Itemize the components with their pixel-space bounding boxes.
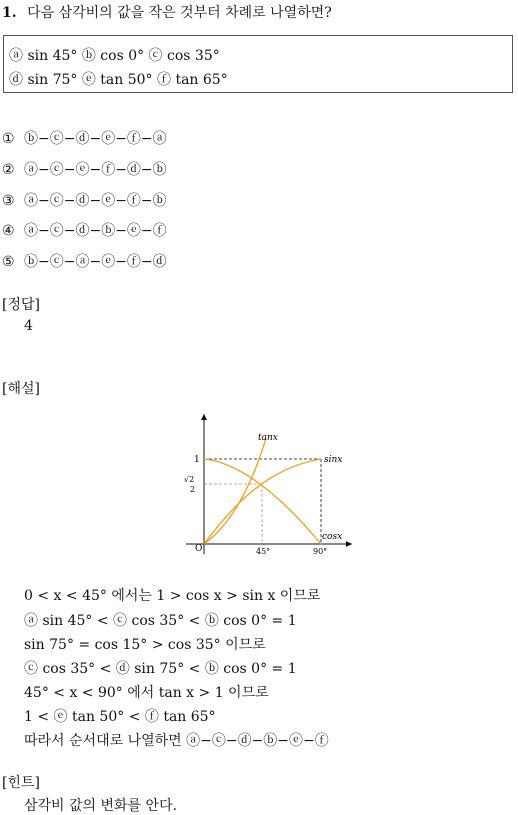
option-number: ⑤	[2, 254, 15, 270]
option-number: ②	[2, 162, 15, 178]
explanation-line-6: 1 < ⓔ tan 50° < ⓕ tan 65°	[24, 709, 216, 725]
option-3[interactable]	[2, 190, 167, 210]
tan-curve	[204, 438, 266, 544]
question-title	[2, 2, 332, 22]
choices-row-1: ⓐ sin 45° ⓑ cos 0° ⓒ cos 35°	[9, 48, 220, 64]
explanation-line-3: sin 75° = cos 15° > cos 35° 이므로	[24, 637, 266, 653]
hint-label: [힌트]	[2, 775, 40, 791]
label-root2: √2	[184, 475, 195, 484]
sin-curve	[204, 459, 321, 544]
option-text: ⓐ−ⓒ−ⓔ−ⓕ−ⓓ−ⓑ	[24, 162, 167, 178]
label-sin: sinx	[324, 455, 343, 465]
option-number: ④	[2, 223, 15, 239]
explanation-line-1: 0 < x < 45° 에서는 1 > cos x > sin x 이므로	[24, 588, 321, 604]
label-origin: O	[195, 544, 203, 554]
option-number: ①	[2, 131, 15, 147]
explanation-line-5: 45° < x < 90° 에서 tan x > 1 이므로	[24, 685, 269, 701]
option-4[interactable]	[2, 220, 167, 240]
x-axis-arrow	[346, 541, 352, 547]
explanation-line-7: 따라서 순서대로 나열하면 ⓐ−ⓒ−ⓓ−ⓑ−ⓔ−ⓕ	[24, 733, 329, 749]
label-90: 90°	[313, 547, 328, 556]
hint-text: 삼각비 값의 변화를 안다.	[24, 798, 178, 814]
answer-value: 4	[24, 318, 33, 334]
y-axis-arrow	[201, 414, 207, 420]
label-cos: cosx	[322, 532, 343, 542]
question-text: 다음 삼각비의 값을 작은 것부터 차례로 나열하면?	[27, 5, 332, 21]
label-tan: tanx	[258, 433, 278, 443]
label-one: 1	[194, 455, 200, 465]
choices-row-2: ⓓ sin 75° ⓔ tan 50° ⓕ tan 65°	[9, 72, 228, 88]
option-text: ⓑ−ⓒ−ⓓ−ⓔ−ⓕ−ⓐ	[24, 131, 167, 147]
label-45: 45°	[256, 547, 271, 556]
explanation-label: [해설]	[2, 381, 40, 397]
choices-box	[3, 35, 513, 93]
answer-label: [정답]	[2, 297, 40, 313]
question-number: 1.	[2, 5, 17, 21]
option-number: ③	[2, 193, 15, 209]
option-2[interactable]	[2, 159, 167, 179]
trig-graph	[176, 408, 356, 558]
option-1[interactable]	[2, 128, 167, 148]
explanation-line-4: ⓒ cos 35° < ⓓ sin 75° < ⓑ cos 0° = 1	[24, 661, 297, 677]
label-two: 2	[190, 485, 196, 494]
option-5[interactable]	[2, 251, 167, 271]
explanation-line-2: ⓐ sin 45° < ⓒ cos 35° < ⓑ cos 0° = 1	[24, 613, 297, 629]
option-text: ⓑ−ⓒ−ⓐ−ⓔ−ⓕ−ⓓ	[24, 254, 167, 270]
option-text: ⓐ−ⓒ−ⓓ−ⓔ−ⓕ−ⓑ	[24, 193, 167, 209]
option-text: ⓐ−ⓒ−ⓓ−ⓑ−ⓔ−ⓕ	[24, 223, 167, 239]
cos-curve	[204, 459, 321, 544]
